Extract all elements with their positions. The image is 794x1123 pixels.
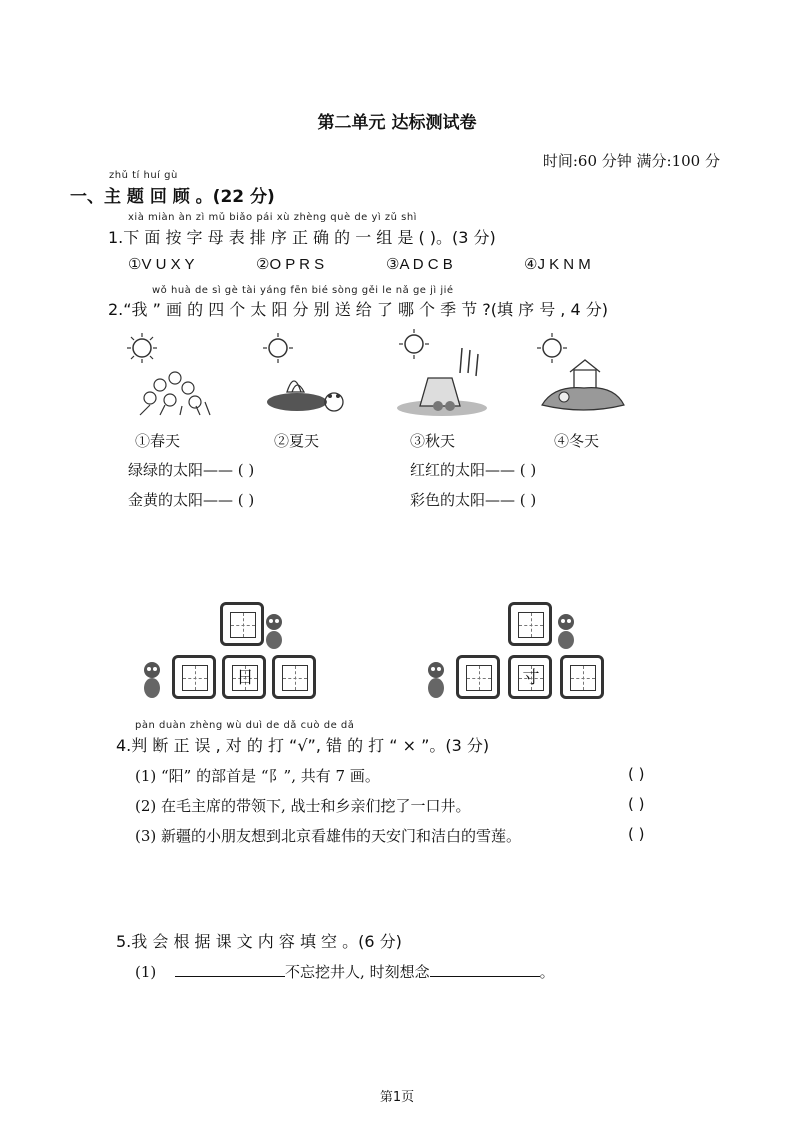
sun-icon [399,329,429,359]
char-box-right-3[interactable] [560,655,604,699]
q1-option-3: ③A D C B [386,256,453,273]
q1-option-1: ①V U X Y [128,256,195,273]
section1-heading: 一、主 题 回 顾 。(22 分) [70,187,275,207]
char-box-left-center [222,655,266,699]
autumn-illustration [390,328,495,420]
section1-pinyin: zhǔ tí huí gù [109,170,178,181]
q4-answer-3[interactable]: ( ) [628,825,645,843]
q5-item-prefix: (1) [135,963,157,981]
q5-text: 5.我 会 根 据 课 文 内 容 填 空 。(6 分) [116,932,402,951]
season-summer: ②夏天 [274,432,320,450]
spring-illustration [120,330,220,420]
q5-blank-2[interactable] [430,962,540,977]
q4-pinyin: pàn duàn zhèng wù duì de dǎ cuò de dǎ [135,720,355,731]
season-spring: ①春天 [135,432,181,450]
char-box-top-right[interactable] [508,602,552,646]
page-title: 第二单元 达标测试卷 [317,113,477,133]
q2-blank-green[interactable]: 绿绿的太阳—— ( ) [128,461,255,479]
q4-text: 4.判 断 正 误 , 对 的 打 “√”, 错 的 打 “ × ”。(3 分) [116,736,490,755]
page-number: 第1页 [379,1090,415,1105]
q4-item-1: (1) “阳” 的部首是 “阝”, 共有 7 画。 [135,767,380,785]
summer-illustration [262,330,352,420]
q4-answer-2[interactable]: ( ) [628,795,645,813]
q1-option-4: ④J K N M [524,256,591,273]
q1-pinyin: xià miàn àn zì mǔ biǎo pái xù zhèng què de yì zǔ shì [128,212,417,223]
monkey-icon [420,660,454,700]
season-winter: ④冬天 [554,432,600,450]
sun-icon [127,333,157,363]
char-box-top-left[interactable] [220,602,264,646]
q2-blank-golden[interactable]: 金黄的太阳—— ( ) [128,491,255,509]
monkey-icon [136,660,170,700]
q1-option-2: ②O P R S [256,256,325,273]
q2-blank-red[interactable]: 红红的太阳—— ( ) [410,461,537,479]
q4-item-2: (2) 在毛主席的带领下, 战士和乡亲们挖了一口井。 [135,797,471,815]
time-info: 时间:60 分钟 满分:100 分 [542,152,720,170]
winter-illustration [534,330,634,420]
q5-item-end: 。 [539,963,555,981]
q4-answer-1[interactable]: ( ) [628,765,645,783]
q1-text: 1.下 面 按 字 母 表 排 序 正 确 的 一 组 是 ( )。(3 分) [108,228,496,247]
q4-item-3: (3) 新疆的小朋友想到北京看雄伟的天安门和洁白的雪莲。 [135,827,522,845]
q2-pinyin: wǒ huà de sì gè tài yáng fēn bié sòng gěi le nǎ ge jì jié [152,285,454,296]
q2-text: 2.“我 ” 画 的 四 个 太 阳 分 别 送 给 了 哪 个 季 节 ?(填 序 号 , 4 分) [108,300,608,319]
sun-icon [537,333,567,363]
monkey-icon [260,612,290,650]
char-box-right-1[interactable] [456,655,500,699]
char-box-left-1[interactable] [172,655,216,699]
q5-item-middle: 不忘挖井人, 时刻想念 [285,963,430,981]
char-box-right-center [508,655,552,699]
q5-item-1 [135,961,555,982]
q5-blank-1[interactable] [175,962,285,977]
monkey-icon [552,612,582,650]
q2-blank-colorful[interactable]: 彩色的太阳—— ( ) [410,491,537,509]
center-char-ri: 日 [236,668,254,688]
season-autumn: ③秋天 [410,432,456,450]
sun-icon [263,333,293,363]
char-box-left-3[interactable] [272,655,316,699]
center-char-cun: 寸 [522,668,540,688]
